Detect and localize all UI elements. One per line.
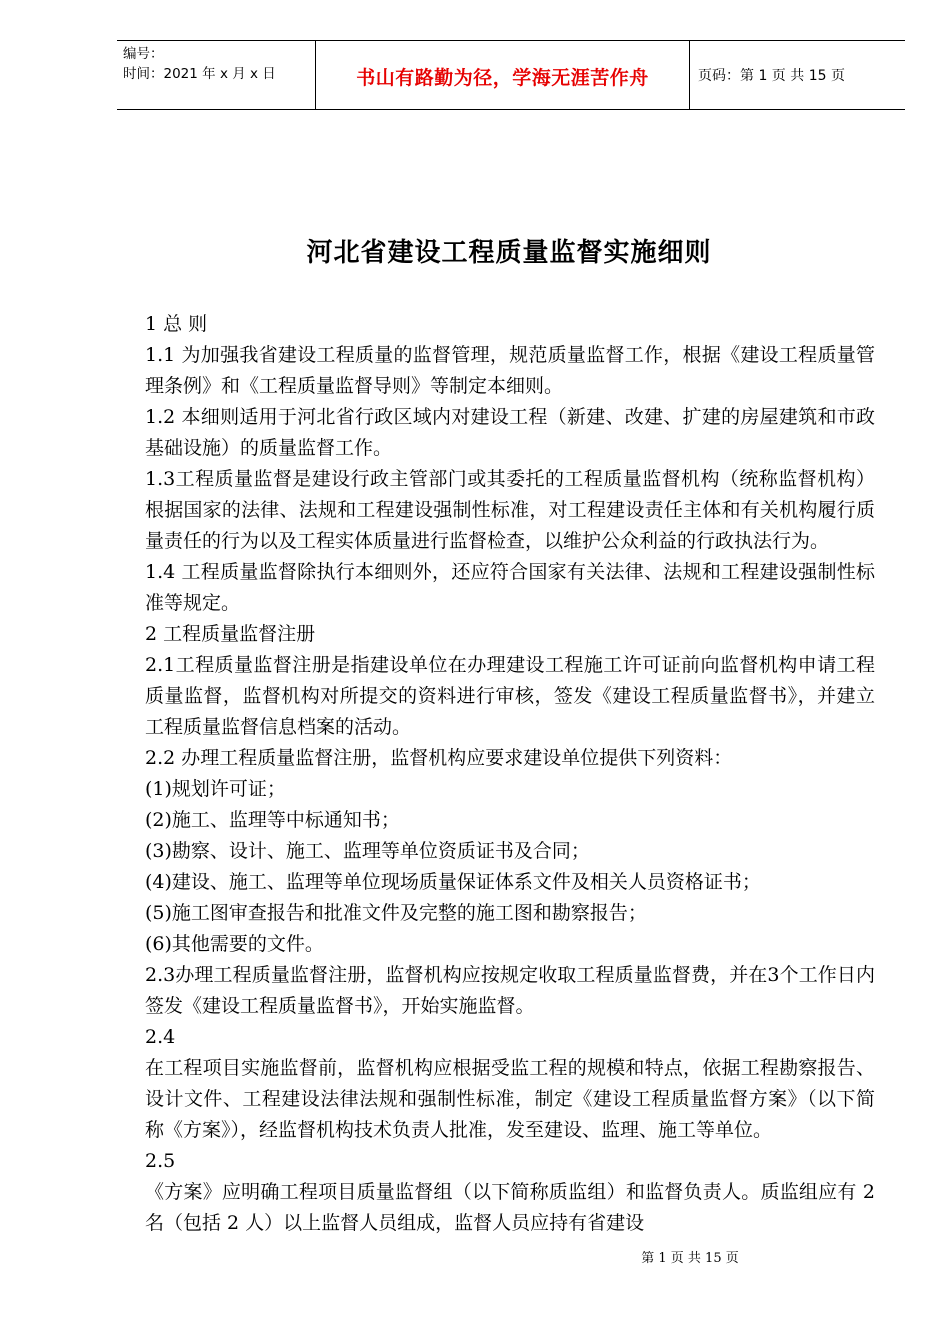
paragraph: 2.2 办理工程质量监督注册，监督机构应要求建设单位提供下列资料： <box>145 747 733 769</box>
paragraph: 《方案》应明确工程项目质量监督组（以下简称质监组）和监督负责人。质监组应有 2 名（包括 2 人）以上监督人员组成，监督人员应持有省建设 <box>145 1181 875 1234</box>
list-item: (5)施工图审查报告和批准文件及完整的施工图和勘察报告； <box>145 902 647 924</box>
list-item: (3)勘察、设计、施工、监理等单位资质证书及合同； <box>145 840 590 862</box>
section-heading: 1 总 则 <box>145 313 208 335</box>
section-heading: 2 工程质量监督注册 <box>145 623 316 645</box>
paragraph: 2.1工程质量监督注册是指建设单位在办理建设工程施工许可证前向监督机构申请工程质量监督，监督机构对所提交的资料进行审核，签发《建设工程质量监督书》，并建立工程质量监督信息档案的活动。 <box>145 654 875 738</box>
paragraph: 1.3工程质量监督是建设行政主管部门或其委托的工程质量监督机构（统称监督机构）根据国家的法律、法规和工程建设强制性标准，对工程建设责任主体和有关机构履行质量责任的行为以及工程实体质量进行监督检查，以维护公众利益的行政执法行为。 <box>145 468 875 552</box>
header-page-info: 页码：第 1 页 共 15 页 <box>698 68 845 84</box>
document-body <box>145 309 875 1239</box>
paragraph: 1.1 为加强我省建设工程质量的监督管理，规范质量监督工作，根据《建设工程质量管理条例》和《工程质量监督导则》等制定本细则。 <box>145 344 875 397</box>
list-item: (6)其他需要的文件。 <box>145 933 324 955</box>
header-meta <box>117 41 316 109</box>
paragraph: 1.4 工程质量监督除执行本细则外，还应符合国家有关法律、法规和工程建设强制性标准等规定。 <box>145 561 875 614</box>
page-footer-number: 第 1 页 共 15 页 <box>641 1251 739 1266</box>
paragraph: 1.2 本细则适用于河北省行政区域内对建设工程（新建、改建、扩建的房屋建筑和市政基础设施）的质量监督工作。 <box>145 406 875 459</box>
paragraph: 2.3办理工程质量监督注册，监督机构应按规定收取工程质量监督费，并在3个工作日内签发《建设工程质量监督书》，开始实施监督。 <box>145 964 875 1017</box>
document-number-label: 编号： <box>123 46 164 62</box>
page-header <box>117 40 905 110</box>
list-item: (2)施工、监理等中标通知书； <box>145 809 400 831</box>
list-item: (1)规划许可证； <box>145 778 286 800</box>
document-time-label: 时间：2021 年 x 月 x 日 <box>123 66 276 82</box>
paragraph: 在工程项目实施监督前，监督机构应根据受监工程的规模和特点，依据工程勘察报告、设计文件、工程建设法律法规和强制性标准，制定《建设工程质量监督方案》（以下简称《方案》），经监督机构技术负责人批准，发至建设、监理、施工等单位。 <box>145 1057 875 1141</box>
document-title: 河北省建设工程质量监督实施细则 <box>306 238 712 268</box>
header-motto: 书山有路勤为径，学海无涯苦作舟 <box>316 41 690 109</box>
clause-number: 2.5 <box>145 1150 176 1172</box>
list-item: (4)建设、施工、监理等单位现场质量保证体系文件及相关人员资格证书； <box>145 871 761 893</box>
clause-number: 2.4 <box>145 1026 176 1048</box>
